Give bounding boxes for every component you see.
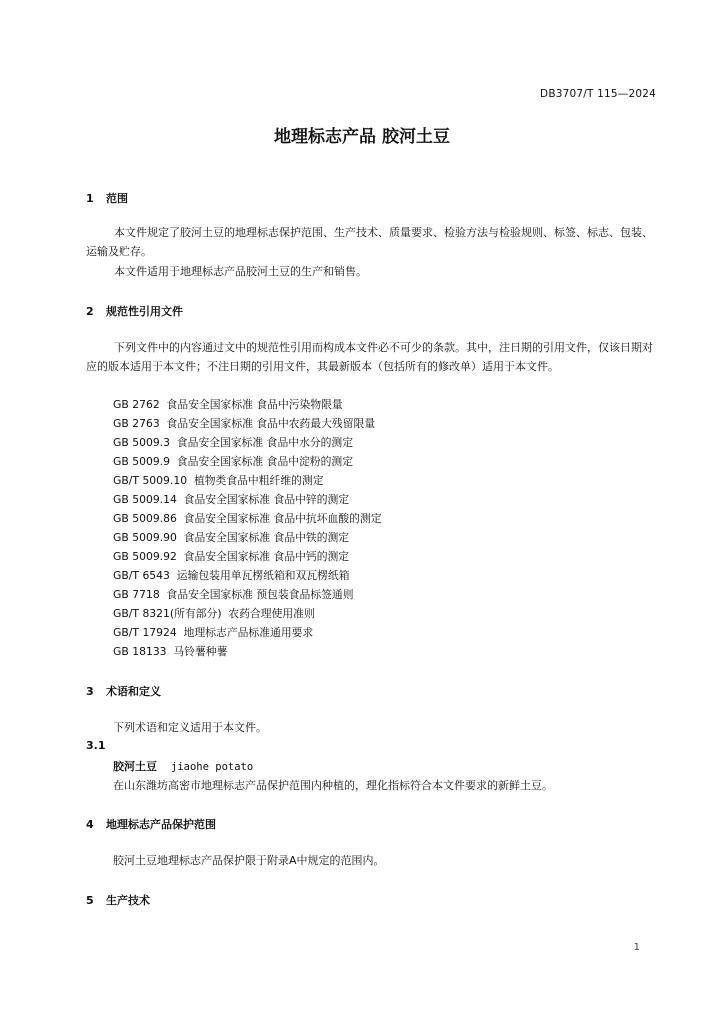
- reference-item: GB 2762 食品安全国家标准 食品中污染物限量: [113, 398, 343, 411]
- section-2-heading: [86, 303, 183, 319]
- reference-item: GB 2763 食品安全国家标准 食品中农药最大残留限量: [113, 417, 376, 430]
- section-number: 5: [86, 894, 94, 907]
- document-title: 地理标志产品 胶河土豆: [274, 127, 450, 147]
- document-number: DB3707/T 115—2024: [540, 88, 656, 100]
- reference-item: GB 5009.92 食品安全国家标准 食品中钙的测定: [113, 550, 350, 563]
- reference-item: GB/T 8321(所有部分) 农药合理使用准则: [113, 607, 315, 620]
- section-5-heading: [86, 892, 150, 908]
- reference-item: GB 5009.14 食品安全国家标准 食品中锌的测定: [113, 493, 350, 506]
- section-title: 范围: [106, 192, 128, 205]
- reference-item: GB/T 17924 地理标志产品标准通用要求: [113, 626, 314, 639]
- section-1-paragraph-2: 本文件适用于地理标志产品胶河土豆的生产和销售。: [114, 265, 367, 278]
- term-english: jiaohe potato: [171, 761, 254, 773]
- section-number: 1: [86, 192, 94, 205]
- term-entry: [113, 758, 253, 774]
- section-number: 3: [86, 685, 94, 698]
- reference-item: GB/T 5009.10 植物类食品中粗纤维的测定: [113, 474, 324, 487]
- section-1-heading: [86, 190, 128, 206]
- term-number: 3.1: [86, 739, 106, 752]
- section-3-intro: 下列术语和定义适用于本文件。: [113, 721, 267, 734]
- section-title: 地理标志产品保护范围: [106, 818, 216, 831]
- section-1-paragraph-1: 本文件规定了胶河土豆的地理标志保护范围、生产技术、质量要求、检验方法与检验规则、标签、标志、包装、运输及贮存。: [86, 226, 653, 259]
- section-4-paragraph: 胶河土豆地理标志产品保护限于附录A中规定的范围内。: [113, 854, 385, 867]
- reference-list: [113, 395, 382, 661]
- reference-item: GB 18133 马铃薯种薯: [113, 645, 228, 658]
- section-title: 生产技术: [106, 894, 150, 907]
- section-title: 规范性引用文件: [106, 305, 183, 318]
- section-4-heading: [86, 816, 216, 832]
- reference-item: GB 5009.3 食品安全国家标准 食品中水分的测定: [113, 436, 354, 449]
- section-number: 4: [86, 818, 94, 831]
- reference-item: GB 7718 食品安全国家标准 预包装食品标签通则: [113, 588, 354, 601]
- section-title: 术语和定义: [106, 685, 161, 698]
- page-number: 1: [633, 942, 640, 953]
- reference-item: GB 5009.86 食品安全国家标准 食品中抗坏血酸的测定: [113, 512, 382, 525]
- section-2-intro: 下列文件中的内容通过文中的规范性引用而构成本文件必不可少的条款。其中，注日期的引用文件，仅该日期对应的版本适用于本文件；不注日期的引用文件，其最新版本（包括所有的修改单）适用于本文件。: [86, 341, 653, 374]
- term-definition: 在山东潍坊高密市地理标志产品保护范围内种植的，理化指标符合本文件要求的新鲜土豆。: [113, 779, 553, 792]
- term-chinese: 胶河土豆: [113, 760, 157, 773]
- section-number: 2: [86, 305, 94, 318]
- reference-item: GB 5009.9 食品安全国家标准 食品中淀粉的测定: [113, 455, 354, 468]
- section-3-heading: [86, 683, 161, 699]
- reference-item: GB/T 6543 运输包装用单瓦楞纸箱和双瓦楞纸箱: [113, 569, 350, 582]
- reference-item: GB 5009.90 食品安全国家标准 食品中铁的测定: [113, 531, 350, 544]
